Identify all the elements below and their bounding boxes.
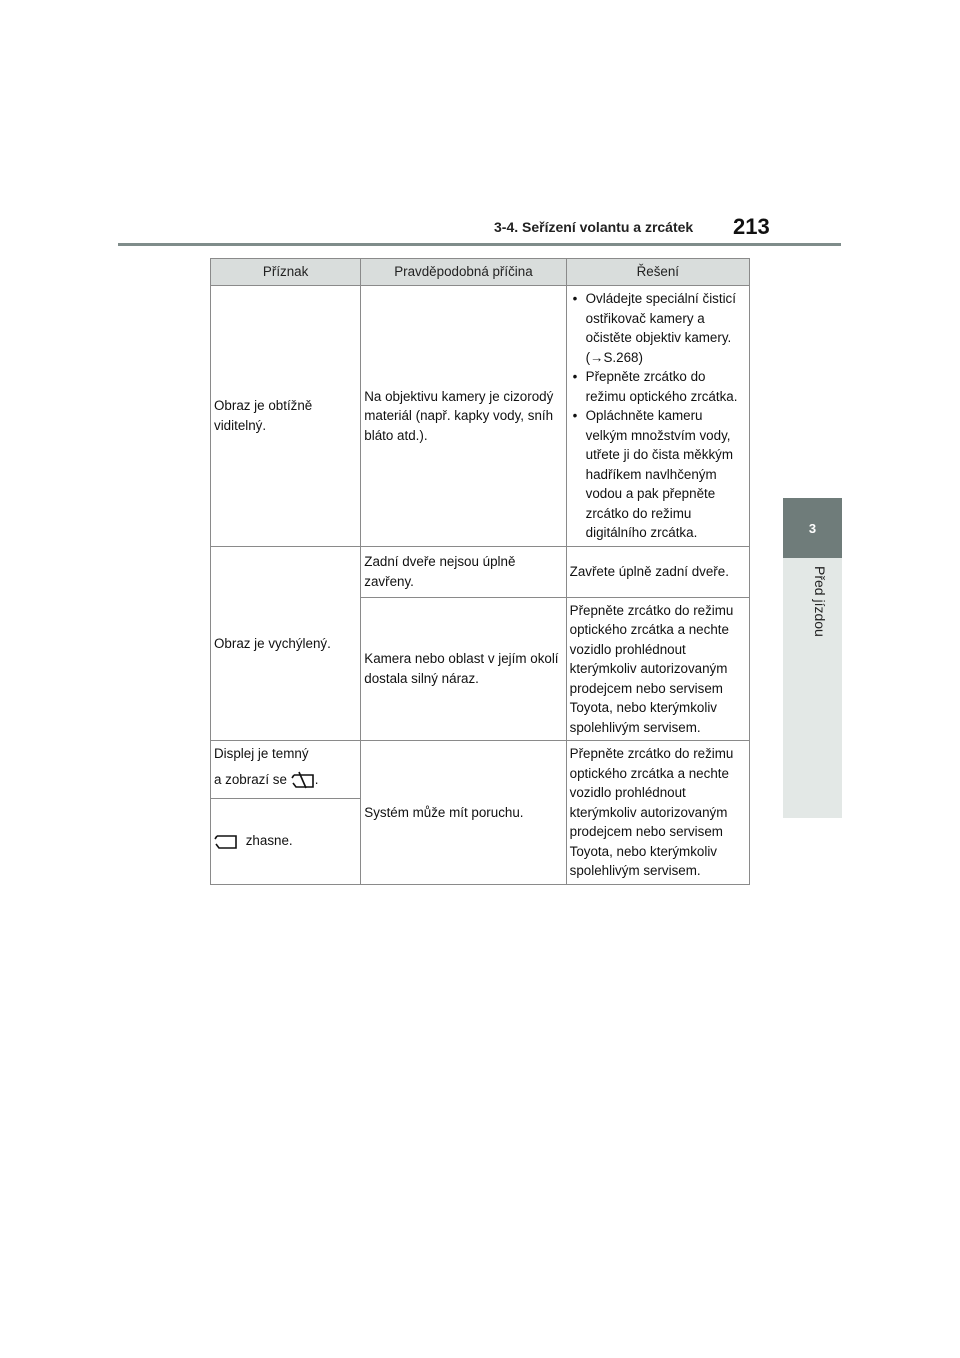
mirror-icon — [214, 832, 238, 848]
chapter-label: Před jízdou — [812, 566, 828, 637]
cause-cell: Zadní dveře nejsou úplně zavřeny. — [361, 546, 566, 597]
page-number: 213 — [733, 214, 770, 239]
cause-cell: Na objektivu kamery je cizorodý materiál (např. kapky vody, sníh bláto atd.). — [361, 286, 566, 547]
symptom-cell — [211, 741, 361, 799]
solution-cell: Zavřete úplně zadní dveře. — [566, 546, 749, 597]
cause-cell: Systém může mít poruchu. — [361, 741, 566, 885]
chapter-tab[interactable]: 3 — [783, 498, 842, 558]
list-item: • Přepněte zrcátko do režimu optického zrcátka. — [570, 367, 746, 406]
table-row — [211, 741, 750, 799]
solution-list — [570, 289, 746, 543]
symptom-line — [214, 770, 357, 790]
symptom-suffix: . — [314, 771, 319, 787]
list-item: • Opláchněte kameru velkým množstvím vody, utřete ji do čista měkkým hadříkem navlhčeným vodou a pak přepněte zrcátko do režimu digitálního zrcátka. — [570, 406, 746, 543]
header-symptom: Příznak — [211, 259, 361, 286]
solution-cell: Přepněte zrcátko do režimu optického zrcátka a nechte vozidlo prohlédnout kterýmkoliv autorizovaným prodejcem nebo servisem Toyota, nebo kterýmkoliv spolehlivým servisem. — [566, 597, 749, 741]
symptom-line: Displej je temný — [214, 746, 309, 761]
header-divider — [118, 243, 841, 246]
solution-cell: Přepněte zrcátko do režimu optického zrcátka a nechte vozidlo prohlédnout kterýmkoliv autorizovaným prodejcem nebo servisem Toyota, nebo kterýmkoliv spolehlivým servisem. — [566, 741, 749, 885]
symptom-text: zhasne. — [245, 833, 293, 849]
symptom-cell — [211, 798, 361, 884]
section-title: 3-4. Seřízení volantu a zrcátek — [494, 219, 694, 235]
header-solution: Řešení — [566, 259, 749, 286]
mirror-slash-icon — [291, 771, 315, 787]
troubleshooting-table — [210, 258, 750, 885]
table-header-row — [211, 259, 750, 286]
list-item: • Ovládejte speciální čisticí ostřikovač kamery a očistěte objektiv kamery. (→S.268) — [570, 289, 746, 367]
table-row — [211, 286, 750, 547]
table-row — [211, 546, 750, 597]
solution-cell — [566, 286, 749, 547]
symptom-cell: Obraz je obtížně viditelný. — [211, 286, 361, 547]
cause-cell: Kamera nebo oblast v jejím okolí dostala silný náraz. — [361, 597, 566, 741]
symptom-cell: Obraz je vychýlený. — [211, 546, 361, 741]
header-cause: Pravděpodobná příčina — [361, 259, 566, 286]
symptom-text: a zobrazí se — [214, 771, 287, 787]
